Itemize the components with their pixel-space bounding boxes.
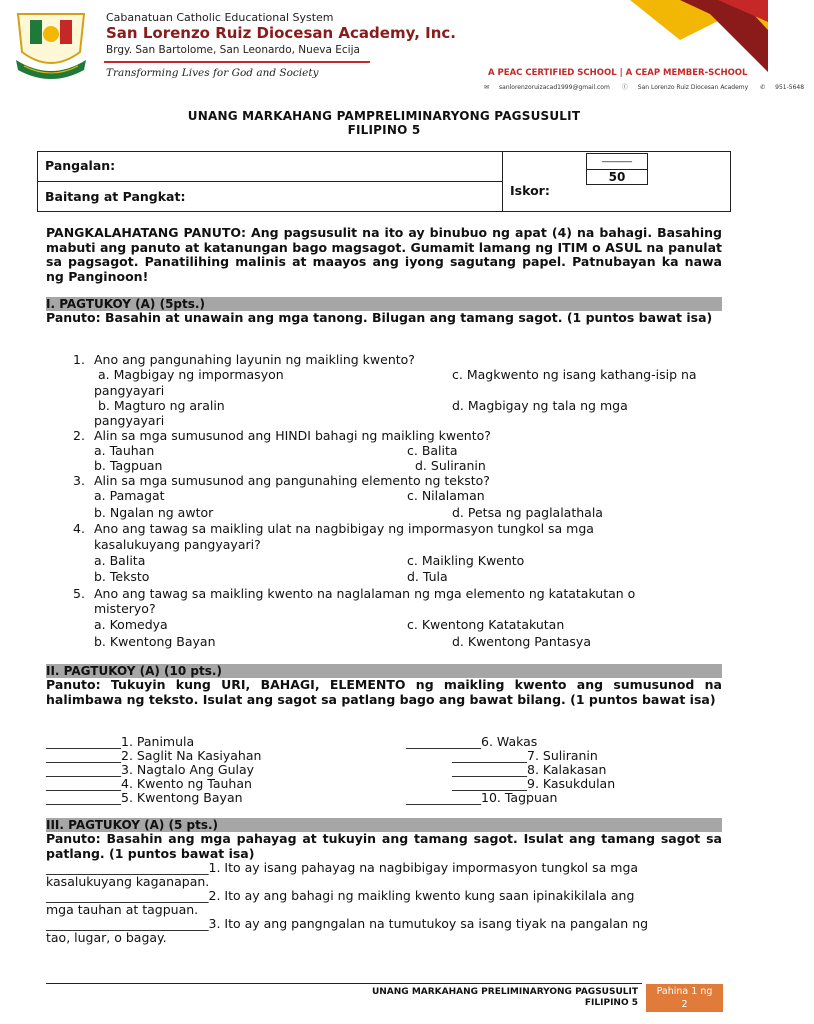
choice-a: a. Balita [94,553,146,568]
page-number-text: Pahina 1 ng [656,986,713,997]
contact-info [484,82,814,91]
facebook-text: San Lorenzo Ruiz Diocesan Academy [637,84,749,91]
question-text-continuation: misteryo? [94,601,156,616]
score-total: 50 [608,170,626,184]
footer-divider [46,983,642,984]
grade-section-label: Baitang at Pangkat: [45,189,186,204]
footer-title: UNANG MARKAHANG PRELIMINARYONG PAGSUSULIT [371,987,638,997]
fill-blank-item: ____________3. Nagtalo Ang Gulay [46,762,255,777]
page-total-text: 2 [681,999,688,1010]
header-divider [104,61,370,63]
fill-blank-item: ____________8. Kalakasan [452,762,607,777]
question-text: Alin sa mga sumusunod ang HINDI bahagi ng maikling kwento? [94,428,491,443]
choice-a: a. Pamagat [94,488,165,503]
exam-title: UNANG MARKAHANG PAMPRELIMINARYONG PAGSUSULIT [187,109,581,123]
fill-blank-item: ____________2. Saglit Na Kasiyahan [46,748,262,763]
question-text: Ano ang tawag sa maikling kwento na naglalaman ng mga elemento ng katatakutan o [94,586,636,601]
score-label: Iskor: [510,183,550,198]
score-blank: ______ [602,152,632,163]
fill-blank-item: ____________6. Wakas [406,734,538,749]
question-text: Ano ang pangunahing layunin ng maikling kwento? [94,352,415,367]
fill-blank-item: ____________4. Kwento ng Tauhan [46,776,252,791]
student-info-table [37,151,731,212]
identification-item: __________________________2. Ito ay ang bahagi ng maikling kwento kung saan ipinakikilala ang [46,888,635,903]
phone-icon: ✆ [760,84,766,91]
identification-item: __________________________3. Ito ay ang pangngalan na tumutukoy sa isang tiyak na pangalan ng [46,916,649,931]
part1-directions: Panuto: Basahin at unawain ang mga tanong. Bilugan ang tamang sagot. (1 puntos bawat isa) [46,310,713,325]
accreditation-text: A PEAC CERTIFIED SCHOOL | A CEAP MEMBER-SCHOOL [488,68,748,78]
fill-blank-item: ____________1. Panimula [46,734,195,749]
footer-subject: FILIPINO 5 [584,998,638,1008]
choice-c: c. Nilalaman [407,488,485,503]
page-number-badge [646,984,723,1012]
fill-blank-item: ____________10. Tagpuan [406,790,558,805]
question-number: 3. [73,473,85,488]
school-system-text: Cabanatuan Catholic Educational System [106,11,334,24]
choice-a: a. Magbigay ng impormasyon [98,367,284,382]
identification-item-continuation: tao, lugar, o bagay. [46,930,167,945]
choice-c: c. Magkwento ng isang kathang-isip na [452,367,697,382]
facebook-icon: ⓕ [621,84,628,91]
question-text: Alin sa mga sumusunod ang pangunahing elemento ng teksto? [94,473,490,488]
phone-text: 951-5648 [775,84,805,91]
choice-d: d. Suliranin [415,458,486,473]
school-name: San Lorenzo Ruiz Diocesan Academy, Inc. [106,24,456,42]
question-text-continuation: kasalukuyang pangyayari? [94,537,261,552]
question-number: 2. [73,428,85,443]
identification-item-continuation: kasalukuyang kaganapan. [46,874,210,889]
choice-b: b. Tagpuan [94,458,163,473]
choice-c: c. Balita [407,443,458,458]
choice-c: c. Maikling Kwento [407,553,525,568]
school-address: Brgy. San Bartolome, San Leonardo, Nueva Ecija [106,44,360,56]
choice-c: c. Kwentong Katatakutan [407,617,565,632]
table-divider [502,152,503,211]
part1-heading: I. PAGTUKOY (A) (5pts.) [46,297,722,311]
header-ribbon-decoration [600,0,768,72]
name-label: Pangalan: [45,158,116,173]
choice-a: a. Tauhan [94,443,155,458]
email-icon: ✉ [484,84,490,91]
part3-directions: Panuto: Basahin ang mga pahayag at tukuyin ang tamang sagot. Isulat ang tamang sagot sa patlang. (1 puntos bawat isa) [46,831,722,861]
fill-blank-item: ____________5. Kwentong Bayan [46,790,243,805]
choice-b: b. Teksto [94,569,150,584]
choice-b: b. Ngalan ng awtor [94,505,214,520]
question-text: Ano ang tawag sa maikling ulat na nagbibigay ng impormasyon tungkol sa mga [94,521,594,536]
school-seal-logo [10,8,92,88]
question-number: 5. [73,586,85,601]
fill-blank-item: ____________7. Suliranin [452,748,598,763]
choice-d: d. Petsa ng paglalathala [452,505,603,520]
email-text: sanlorenzoruizacad1999@gmail.com [499,84,610,91]
choice-b: b. Kwentong Bayan [94,634,216,649]
exam-subject: FILIPINO 5 [347,123,421,137]
fill-blank-item: ____________9. Kasukdulan [452,776,616,791]
part3-heading: III. PAGTUKOY (A) (5 pts.) [46,818,722,832]
part2-heading: II. PAGTUKOY (A) (10 pts.) [46,664,722,678]
school-motto: Transforming Lives for God and Society [106,67,319,79]
choice-d: d. Kwentong Pantasya [452,634,591,649]
letterhead [0,0,805,96]
question-number: 1. [73,352,85,367]
identification-item-continuation: mga tauhan at tagpuan. [46,902,199,917]
choice-continuation: pangyayari [94,413,165,428]
choice-b: b. Magturo ng aralin [98,398,225,413]
choice-continuation: pangyayari [94,383,165,398]
question-number: 4. [73,521,85,536]
choice-a: a. Komedya [94,617,168,632]
choice-d: d. Tula [407,569,448,584]
score-box [586,153,648,185]
part2-directions: Panuto: Tukuyin kung URI, BAHAGI, ELEMENTO ng maikling kwento ang sumusunod na halimbawa ng teksto. Isulat ang sagot sa patlang bago ang bawat bilang. (1 puntos bawat isa) [46,677,722,707]
identification-item: __________________________1. Ito ay isang pahayag na nagbibigay impormasyon tungkol sa mga [46,860,639,875]
choice-d: d. Magbigay ng tala ng mga [452,398,628,413]
general-instructions: PANGKALAHATANG PANUTO: Ang pagsusulit na ito ay binubuo ng apat (4) na bahagi. Basahing mabuti ang panuto at katanungan bago magsagot. Gumamit lamang ng ITIM o ASUL na panulat sa pagsagot. Panatilihing malinis at maayos ang iyong sagutang papel. Patnubayan ka nawa ng Panginoon! [46,225,722,284]
table-divider [38,181,502,182]
